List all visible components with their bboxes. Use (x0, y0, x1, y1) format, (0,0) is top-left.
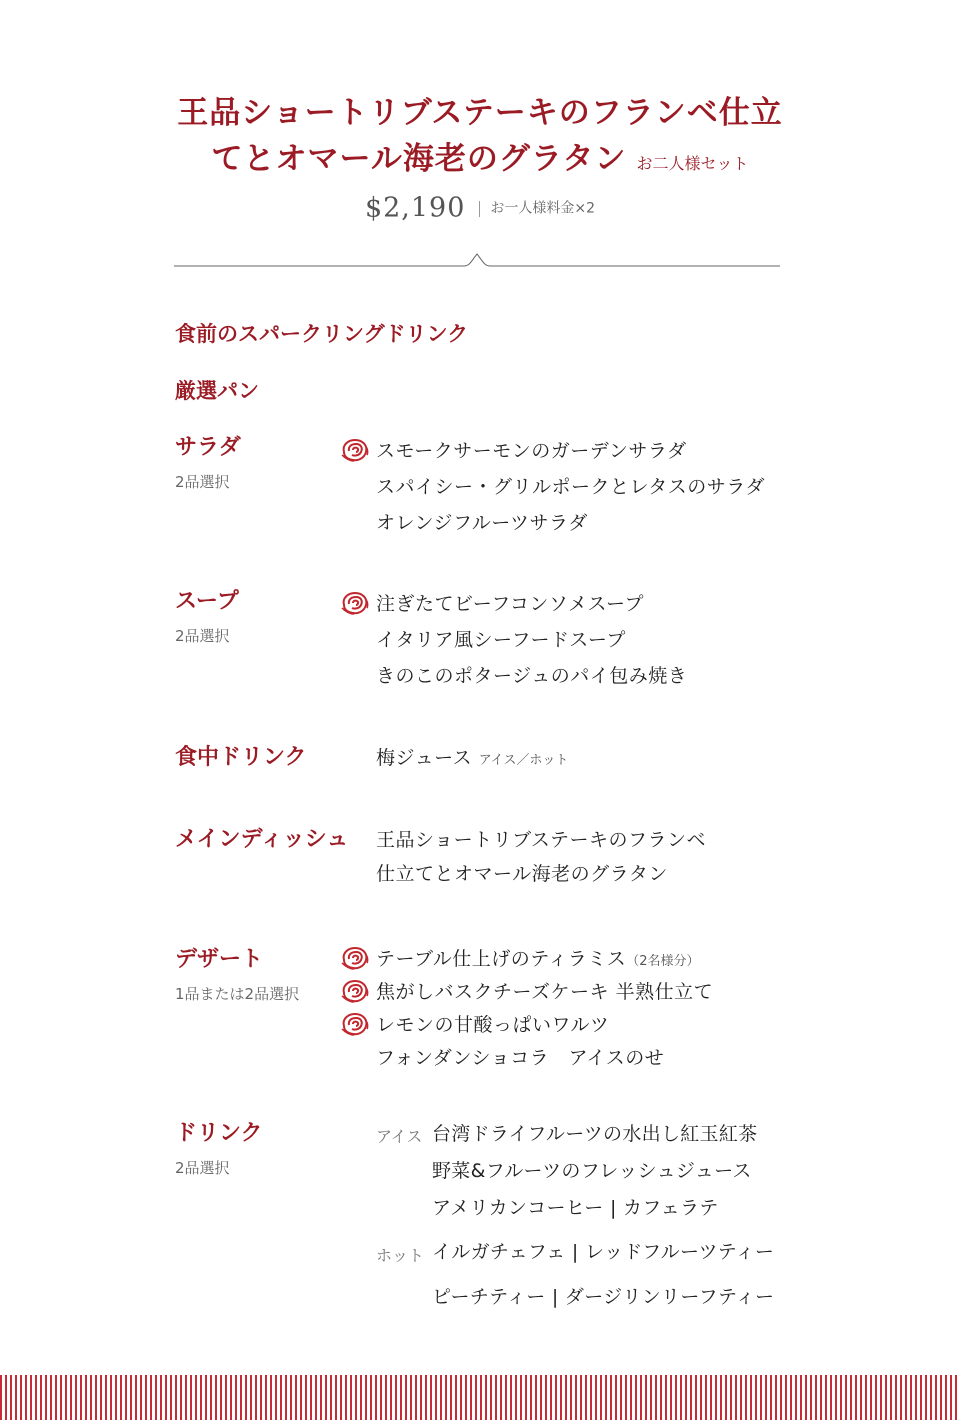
list-item: 王品ショートリブステーキのフランベ (376, 829, 706, 851)
list-item: 仕立てとオマール海老のグラタン (376, 863, 668, 885)
dessert-note: 1品または2品選択 (175, 985, 300, 1003)
list-item: オレンジフルーツサラダ (376, 512, 588, 534)
decorative-stripes (0, 1375, 960, 1420)
list-item: フォンダンショコラ アイスのせ (376, 1047, 665, 1069)
drink-label: ドリンク (175, 1121, 263, 1146)
dessert-category (175, 945, 299, 1004)
title-line-2: てとオマール海老のグラタン (211, 141, 627, 177)
menu-title (0, 90, 960, 187)
list-item: ピーチティー | ダージリンリーフティー (432, 1286, 775, 1308)
list-item: きのこのポタージュのパイ包み焼き (376, 665, 688, 687)
main-category (175, 825, 348, 855)
price-note: お一人様料金×2 (490, 200, 596, 217)
main-items (376, 825, 706, 893)
ice-label: アイス (376, 1127, 423, 1146)
list-item: イルガチェフェ | レッドフルーツティー (432, 1241, 775, 1263)
price-separator (479, 201, 480, 217)
soup-category (175, 587, 239, 646)
meal-drink-note: アイス／ホット (478, 753, 569, 768)
bread-heading: 厳選パン (175, 379, 259, 403)
meal-drink-items (376, 743, 568, 779)
set-label: お二人様セット (636, 154, 749, 173)
list-item: 注ぎたてビーフコンソメスープ (376, 589, 687, 625)
rose-icon (340, 945, 370, 971)
soup-label: スープ (175, 589, 239, 614)
list-item: レモンの甘酸っぱいワルツ (376, 1010, 713, 1043)
salad-note: 2品選択 (175, 473, 230, 491)
list-item: 梅ジュース アイス／ホット (376, 747, 569, 769)
aperitif-heading: 食前のスパークリングドリンク (175, 322, 469, 346)
soup-note: 2品選択 (175, 627, 230, 645)
rose-icon (340, 978, 370, 1004)
drink-note: 2品選択 (175, 1159, 230, 1177)
list-item: 焦がしバスクチーズケーキ 半熟仕立て (376, 977, 713, 1010)
rose-icon (340, 437, 370, 463)
rose-icon (340, 1011, 370, 1037)
price-row (0, 190, 960, 226)
list-item: 台湾ドライフルーツの水出し紅玉紅茶 (432, 1123, 758, 1145)
salad-label: サラダ (175, 435, 241, 460)
salad-items (376, 436, 765, 544)
ice-drink-items (432, 1119, 757, 1230)
list-item: テーブル仕上げのティラミス（2名様分） (376, 944, 713, 977)
price-amount: $2,190 (364, 192, 466, 224)
soup-items (376, 589, 687, 697)
list-item: スパイシー・グリルポークとレタスのサラダ (376, 476, 766, 498)
list-item: 野菜&フルーツのフレッシュジュース (432, 1160, 752, 1182)
meal-drink-category (175, 743, 307, 773)
meal-drink-label: 食中ドリンク (175, 745, 307, 770)
salad-category (175, 433, 241, 492)
dessert-label: デザート (175, 947, 264, 972)
hot-label: ホット (376, 1246, 425, 1265)
title-line-1: 王品ショートリブステーキのフランベ仕立 (177, 95, 783, 131)
title-divider (174, 250, 780, 272)
list-item: アメリカンコーヒー | カフェラテ (432, 1197, 719, 1219)
drink-category (175, 1119, 263, 1178)
hot-drink-items (432, 1237, 774, 1319)
main-label: メインディッシュ (175, 827, 349, 852)
dessert-items (376, 944, 713, 1076)
list-item: スモークサーモンのガーデンサラダ (376, 436, 765, 472)
list-item: イタリア風シーフードスープ (376, 629, 626, 651)
rose-icon (340, 590, 370, 616)
dessert-serving-note: （2名様分） (626, 954, 700, 969)
